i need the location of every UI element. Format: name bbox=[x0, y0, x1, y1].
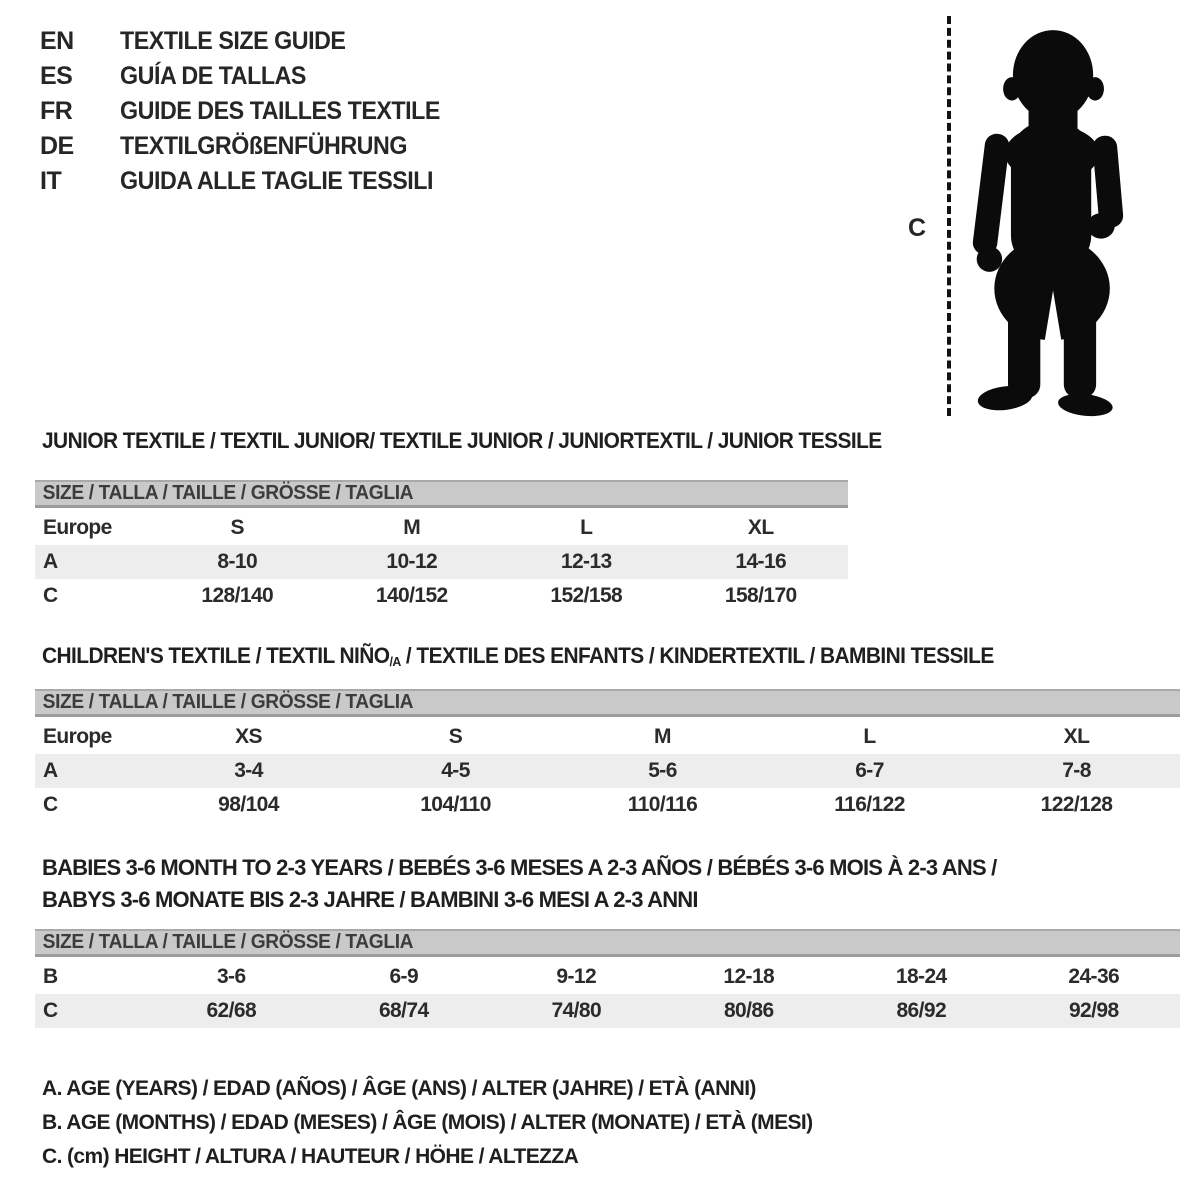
children-size-header-bar bbox=[35, 689, 1180, 717]
language-title: TEXTILE SIZE GUIDE bbox=[120, 27, 346, 55]
language-code: EN bbox=[40, 27, 74, 55]
babies-size-header-bar bbox=[35, 929, 1180, 957]
legend-line-a: A. AGE (YEARS) / EDAD (AÑOS) / ÂGE (ANS) / ALTER (JAHRE) / ETÀ (ANNI) bbox=[42, 1077, 756, 1100]
row-label-c: C bbox=[43, 793, 58, 816]
height-value: 74/80 bbox=[551, 999, 602, 1022]
size-col-header: M bbox=[654, 725, 671, 748]
height-value: 152/158 bbox=[550, 584, 623, 607]
height-value: 140/152 bbox=[375, 584, 448, 607]
children-height-row bbox=[35, 788, 1180, 822]
children-header-row bbox=[35, 720, 1180, 754]
language-code: DE bbox=[40, 132, 74, 160]
language-title-list bbox=[40, 24, 464, 199]
size-col-header: XS bbox=[235, 725, 262, 748]
language-row-de bbox=[40, 129, 464, 164]
language-code: FR bbox=[40, 97, 73, 125]
size-col-header: S bbox=[448, 725, 463, 748]
region-label: Europe bbox=[43, 516, 112, 539]
junior-size-table bbox=[35, 511, 848, 613]
age-value: 5-6 bbox=[648, 759, 677, 782]
height-value: 68/74 bbox=[378, 999, 429, 1022]
babies-section-heading bbox=[42, 852, 996, 916]
height-value: 104/110 bbox=[420, 793, 491, 816]
height-value: 86/92 bbox=[896, 999, 947, 1022]
language-title: TEXTILGRÖßENFÜHRUNG bbox=[120, 132, 407, 160]
babies-heading-line1: BABIES 3-6 MONTH TO 2-3 YEARS / BEBÉS 3-6 MESES A 2-3 AÑOS / BÉBÉS 3-6 MOIS À 2-3 ANS / bbox=[42, 855, 997, 880]
height-value: 80/86 bbox=[723, 999, 774, 1022]
junior-age-row bbox=[35, 545, 848, 579]
months-value: 9-12 bbox=[556, 965, 597, 988]
height-value: 158/170 bbox=[724, 584, 797, 607]
size-header-label: SIZE / TALLA / TAILLE / GRÖSSE / TAGLIA bbox=[42, 691, 414, 713]
row-label-b: B bbox=[43, 965, 58, 988]
row-label-c: C bbox=[43, 999, 58, 1022]
height-value: 116/122 bbox=[834, 793, 905, 816]
row-label-c: C bbox=[43, 584, 58, 607]
size-col-header: S bbox=[230, 516, 244, 539]
children-heading-suffix: / TEXTILE DES ENFANTS / KINDERTEXTIL / BAMBINI TESSILE bbox=[400, 643, 994, 668]
legend-line-b: B. AGE (MONTHS) / EDAD (MESES) / ÂGE (MOIS) / ALTER (MONATE) / ETÀ (MESI) bbox=[42, 1111, 813, 1134]
language-row-es bbox=[40, 59, 464, 94]
age-value: 6-7 bbox=[855, 759, 884, 782]
height-value: 122/128 bbox=[1040, 793, 1113, 816]
legend bbox=[42, 1072, 813, 1174]
months-value: 6-9 bbox=[389, 965, 419, 988]
language-row-en bbox=[40, 24, 464, 59]
toddler-silhouette-icon bbox=[962, 20, 1148, 420]
children-heading-prefix: CHILDREN'S TEXTILE / TEXTIL NIÑO bbox=[42, 643, 390, 668]
size-col-header: XL bbox=[747, 516, 774, 539]
children-size-table bbox=[35, 720, 1180, 822]
babies-months-row bbox=[35, 960, 1180, 994]
age-value: 3-4 bbox=[234, 759, 263, 782]
babies-size-table bbox=[35, 960, 1180, 1028]
months-value: 24-36 bbox=[1068, 965, 1120, 988]
age-value: 14-16 bbox=[735, 550, 787, 573]
language-code: IT bbox=[40, 167, 62, 195]
size-col-header: L bbox=[580, 516, 593, 539]
language-title: GUÍA DE TALLAS bbox=[120, 62, 306, 90]
children-heading-subscript: /A bbox=[389, 654, 401, 669]
babies-heading-line2: BABYS 3-6 MONATE BIS 2-3 JAHRE / BAMBINI 3-6 MESI A 2-3 ANNI bbox=[42, 887, 698, 912]
age-value: 8-10 bbox=[217, 550, 258, 573]
age-value: 12-13 bbox=[560, 550, 612, 573]
junior-height-row bbox=[35, 579, 848, 613]
language-title: GUIDE DES TAILLES TEXTILE bbox=[120, 97, 440, 125]
height-value: 98/104 bbox=[218, 793, 279, 816]
size-col-header: M bbox=[403, 516, 421, 539]
size-header-label: SIZE / TALLA / TAILLE / GRÖSSE / TAGLIA bbox=[42, 482, 414, 504]
height-value: 110/116 bbox=[627, 793, 698, 816]
height-value: 62/68 bbox=[206, 999, 257, 1022]
months-value: 18-24 bbox=[895, 965, 947, 988]
height-measure-dashed-line bbox=[947, 16, 951, 416]
language-row-fr bbox=[40, 94, 464, 129]
junior-header-row bbox=[35, 511, 848, 545]
months-value: 12-18 bbox=[723, 965, 775, 988]
height-measure-label: C bbox=[908, 214, 926, 242]
region-label: Europe bbox=[43, 725, 112, 748]
age-value: 7-8 bbox=[1062, 759, 1091, 782]
row-label-a: A bbox=[43, 550, 58, 573]
age-value: 4-5 bbox=[441, 759, 470, 782]
size-header-label: SIZE / TALLA / TAILLE / GRÖSSE / TAGLIA bbox=[42, 931, 414, 953]
junior-section-heading: JUNIOR TEXTILE / TEXTIL JUNIOR/ TEXTILE JUNIOR / JUNIORTEXTIL / JUNIOR TESSILE bbox=[42, 428, 882, 453]
children-section-heading bbox=[42, 643, 994, 669]
months-value: 3-6 bbox=[216, 965, 246, 988]
junior-size-header-bar bbox=[35, 480, 848, 508]
height-value: 128/140 bbox=[201, 584, 274, 607]
language-row-it bbox=[40, 164, 464, 199]
size-col-header: L bbox=[863, 725, 876, 748]
size-col-header: XL bbox=[1063, 725, 1090, 748]
babies-height-row bbox=[35, 994, 1180, 1028]
age-value: 10-12 bbox=[386, 550, 438, 573]
row-label-a: A bbox=[43, 759, 58, 782]
language-code: ES bbox=[40, 62, 73, 90]
legend-line-c: C. (cm) HEIGHT / ALTURA / HAUTEUR / HÖHE / ALTEZZA bbox=[42, 1145, 579, 1168]
children-age-row bbox=[35, 754, 1180, 788]
height-value: 92/98 bbox=[1068, 999, 1119, 1022]
language-title: GUIDA ALLE TAGLIE TESSILI bbox=[120, 167, 434, 195]
